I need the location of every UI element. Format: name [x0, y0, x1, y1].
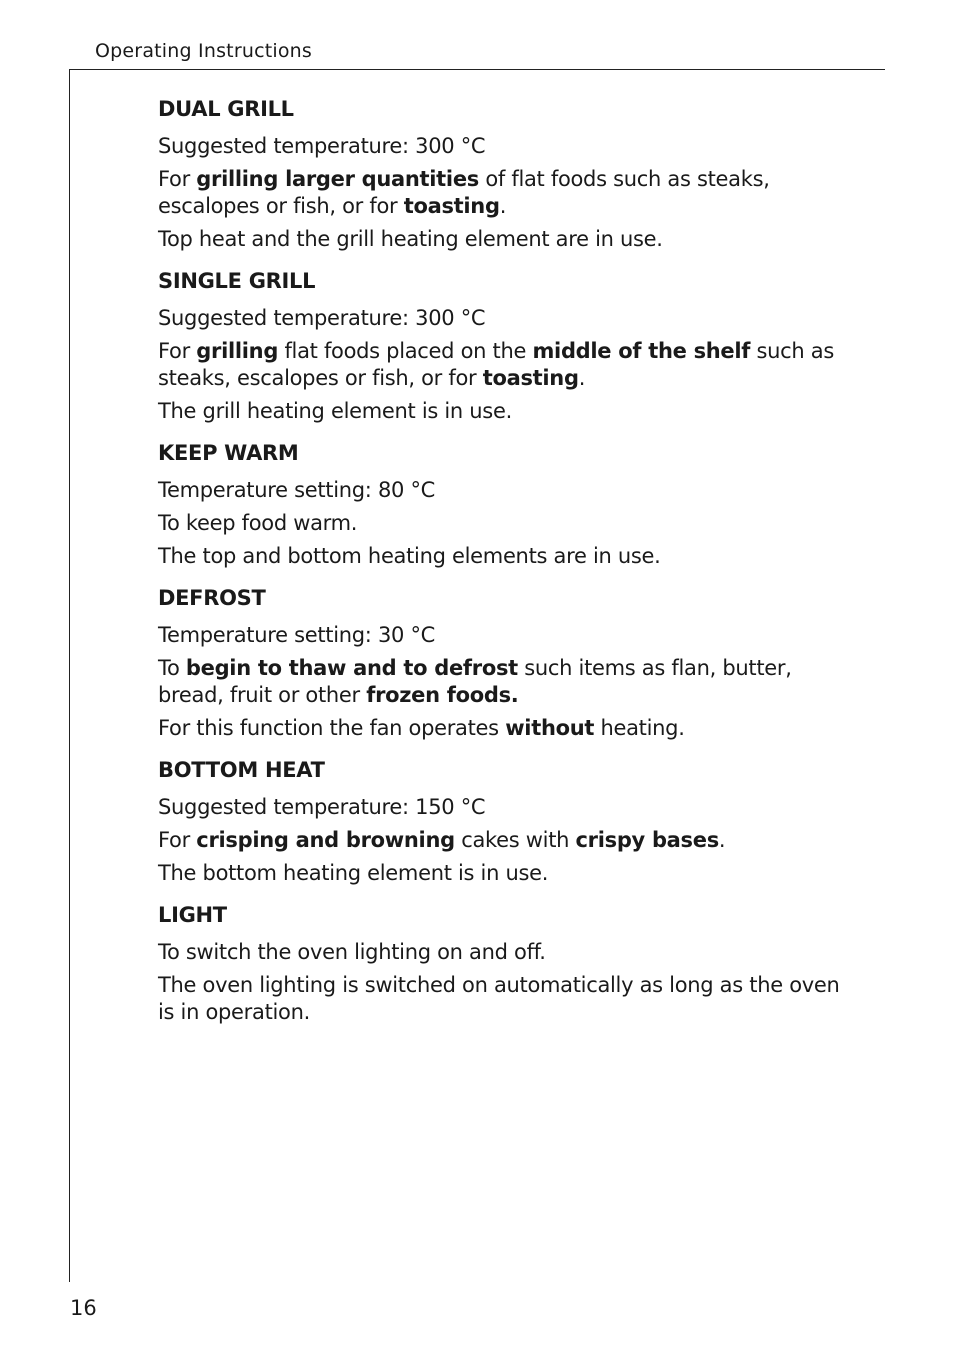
text-run: For — [158, 167, 197, 191]
text-run: The bottom heating element is in use. — [158, 861, 549, 885]
section-paragraph — [158, 972, 858, 1026]
section-paragraph — [158, 827, 858, 854]
emphasis-text: grilling larger quantities — [196, 167, 479, 191]
running-title: Operating Instructions — [95, 40, 313, 62]
section-paragraph — [158, 543, 858, 570]
text-run: . — [499, 194, 507, 218]
section-paragraph — [158, 794, 858, 821]
margin-rule — [69, 69, 70, 1282]
text-run: Suggested temperature: 300 °C — [158, 306, 486, 330]
section-heading: SINGLE GRILL — [158, 269, 316, 293]
text-run: Top heat and the grill heating element are in use. — [158, 227, 663, 251]
text-run: To switch the oven lighting on and off. — [158, 940, 546, 964]
section-defrost — [158, 583, 858, 742]
section-paragraph — [158, 655, 858, 709]
text-run: The top and bottom heating elements are in use. — [158, 544, 661, 568]
section-heading: LIGHT — [158, 903, 227, 927]
section-dual-grill — [158, 94, 858, 253]
main-content — [158, 94, 858, 1039]
section-paragraph — [158, 305, 858, 332]
section-single-grill — [158, 266, 858, 425]
section-paragraph — [158, 398, 858, 425]
text-run: The grill heating element is in use. — [158, 399, 512, 423]
section-paragraph — [158, 166, 858, 220]
text-run: . — [718, 828, 726, 852]
text-run: For — [158, 828, 197, 852]
text-run: The oven lighting is switched on automatically as long as the oven is in operation. — [158, 973, 840, 1024]
text-run: For — [158, 339, 197, 363]
text-run: . — [578, 366, 586, 390]
section-heading: DEFROST — [158, 586, 266, 610]
emphasis-text: toasting — [403, 194, 500, 218]
section-light — [158, 900, 858, 1026]
section-paragraph — [158, 226, 858, 253]
emphasis-text: without — [505, 716, 595, 740]
section-paragraph — [158, 622, 858, 649]
text-run: Suggested temperature: 300 °C — [158, 134, 486, 158]
section-paragraph — [158, 133, 858, 160]
section-paragraph — [158, 338, 858, 392]
section-heading: BOTTOM HEAT — [158, 758, 325, 782]
text-run: Temperature setting: 80 °C — [158, 478, 436, 502]
text-run: To — [158, 656, 186, 680]
text-run: For this function the fan operates — [158, 716, 506, 740]
text-run: To keep food warm. — [158, 511, 358, 535]
section-heading: KEEP WARM — [158, 441, 299, 465]
text-run: of flat foods such as steaks, escalopes or fish, or for — [158, 167, 770, 218]
text-run: such as steaks, escalopes or fish, or for — [158, 339, 834, 390]
section-paragraph — [158, 860, 858, 887]
header-rule — [69, 69, 885, 70]
emphasis-text: grilling — [196, 339, 279, 363]
emphasis-text: frozen foods. — [366, 683, 519, 707]
emphasis-text: crispy bases — [575, 828, 719, 852]
text-run: Suggested temperature: 150 °C — [158, 795, 486, 819]
page-number: 16 — [70, 1296, 97, 1320]
section-keep-warm — [158, 438, 858, 570]
section-paragraph — [158, 715, 858, 742]
emphasis-text: toasting — [482, 366, 579, 390]
section-paragraph — [158, 939, 858, 966]
text-run: heating. — [594, 716, 685, 740]
text-run: such items as flan, butter, bread, fruit or other — [158, 656, 792, 707]
text-run: Temperature setting: 30 °C — [158, 623, 436, 647]
emphasis-text: middle of the shelf — [532, 339, 751, 363]
text-run: flat foods placed on the — [278, 339, 533, 363]
section-paragraph — [158, 510, 858, 537]
section-paragraph — [158, 477, 858, 504]
emphasis-text: crisping and browning — [196, 828, 455, 852]
section-heading: DUAL GRILL — [158, 97, 294, 121]
text-run: cakes with — [454, 828, 576, 852]
emphasis-text: begin to thaw and to defrost — [185, 656, 518, 680]
section-bottom-heat — [158, 755, 858, 887]
